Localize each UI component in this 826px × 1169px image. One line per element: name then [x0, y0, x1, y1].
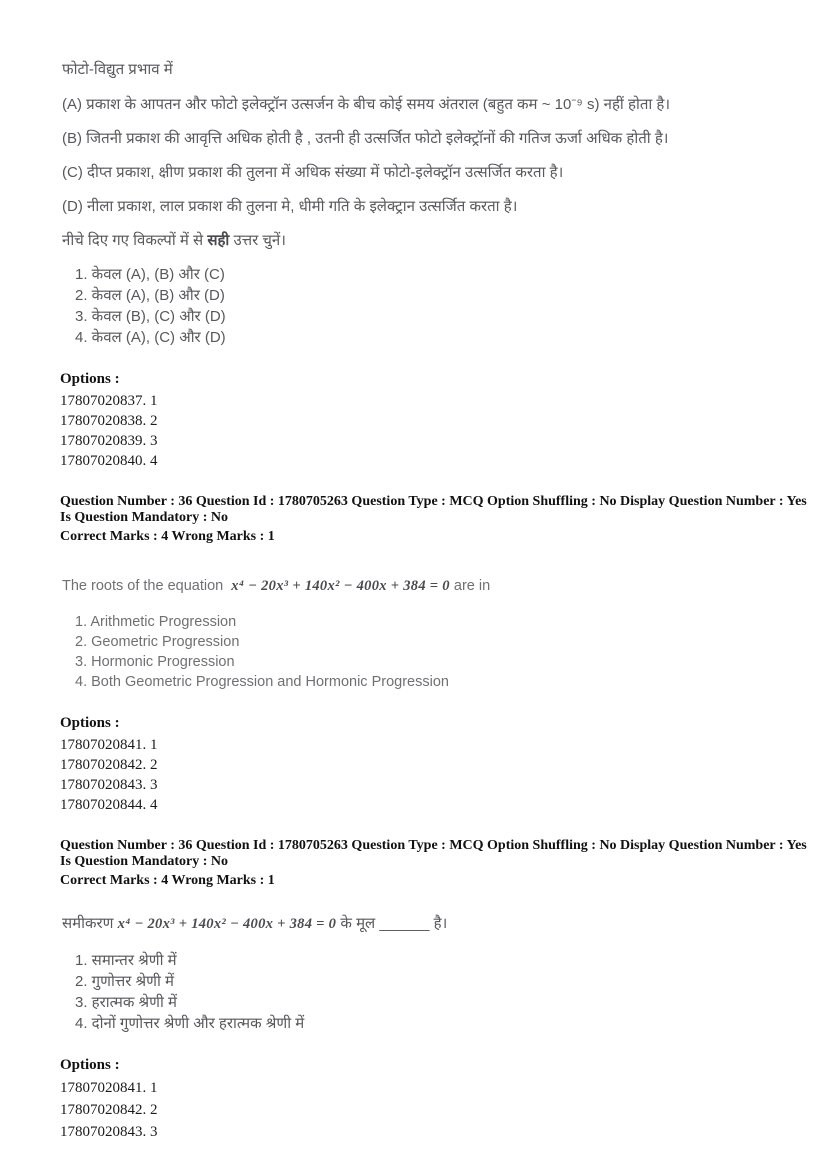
choice-1: 1. केवल (A), (B) और (C) — [75, 266, 225, 283]
choice-2: 2. गुणोत्तर श्रेणी में — [75, 973, 175, 990]
choice-4: 4. दोनों गुणोत्तर श्रेणी और हरात्मक श्रेणी में — [75, 1015, 305, 1032]
question-hindi-roots — [62, 913, 776, 1034]
choice-3: 3. हरात्मक श्रेणी में — [75, 994, 178, 1011]
question-meta-block-1 — [60, 494, 807, 545]
instruction-prefix: नीचे दिए गए विकल्पों में से — [62, 232, 208, 249]
option-id-row: 17807020841. 1 — [60, 737, 158, 753]
choice-list — [75, 950, 776, 1034]
option-id-row: 17807020842. 2 — [60, 1102, 158, 1118]
choice-list — [75, 612, 776, 692]
option-id-row: 17807020840. 4 — [60, 453, 158, 469]
instruction-line — [62, 231, 776, 251]
choice-1: 1. Arithmetic Progression — [75, 614, 237, 630]
meta-marks-line: Correct Marks : 4 Wrong Marks : 1 — [60, 873, 275, 888]
spacer — [60, 545, 776, 575]
options-id-block-2 — [60, 714, 776, 815]
choice-2: 2. केवल (A), (B) और (D) — [75, 287, 225, 304]
options-label: Options : — [60, 715, 120, 731]
statement-d: (D) नीला प्रकाश, लाल प्रकाश की तुलना मे, धीमी गति के इलेक्ट्रान उत्सर्जित करता है। — [62, 198, 518, 215]
options-label: Options : — [60, 1057, 120, 1073]
option-id-row: 17807020839. 3 — [60, 433, 158, 449]
option-id-row: 17807020841. 1 — [60, 1080, 158, 1096]
choice-2: 2. Geometric Progression — [75, 634, 240, 650]
question-meta-block-2 — [60, 838, 807, 889]
meta-line-1: Question Number : 36 Question Id : 1780705263 Question Type : MCQ Option Shuffling : No Display Question Number : Yes — [60, 494, 807, 509]
instruction-bold-word: सही — [207, 232, 230, 249]
statement-b: (B) जितनी प्रकाश की आवृत्ति अधिक होती है , उतनी ही उत्सर्जित फोटो इलेक्ट्रॉनों की गतिज ऊर्जा अधिक होती है। — [62, 130, 669, 147]
instruction-suffix: उत्तर चुनें। — [229, 232, 286, 249]
option-id-row: 17807020838. 2 — [60, 413, 158, 429]
choice-4: 4. Both Geometric Progression and Hormonic Progression — [75, 674, 449, 690]
equation: x⁴ − 20x³ + 140x² − 400x + 384 = 0 — [231, 578, 450, 594]
option-id-row: 17807020843. 3 — [60, 1124, 158, 1140]
meta-line-2: Is Question Mandatory : No — [60, 510, 229, 525]
meta-marks-line: Correct Marks : 4 Wrong Marks : 1 — [60, 529, 275, 544]
equation: x⁴ − 20x³ + 140x² − 400x + 384 = 0 — [117, 916, 337, 932]
option-id-row: 17807020842. 2 — [60, 757, 158, 773]
question-hindi-photoelectric — [62, 60, 776, 348]
question-english-roots — [62, 575, 776, 692]
question-stem — [62, 575, 776, 597]
options-label: Options : — [60, 371, 120, 387]
spacer — [60, 889, 776, 913]
options-id-block-3 — [60, 1056, 776, 1143]
option-id-row: 17807020843. 3 — [60, 777, 158, 793]
choice-list — [75, 264, 776, 348]
statement-a: (A) प्रकाश के आपतन और फोटो इलेक्ट्रॉन उत्सर्जन के बीच कोई समय अंतराल (बहुत कम ~ 10⁻⁹ s) नहीं होता है। — [62, 96, 671, 113]
meta-line-1: Question Number : 36 Question Id : 1780705263 Question Type : MCQ Option Shuffling : No Display Question Number : Yes — [60, 838, 807, 853]
choice-3: 3. Hormonic Progression — [75, 654, 235, 670]
question-title: फोटो-विद्युत प्रभाव में — [62, 61, 173, 78]
choice-4: 4. केवल (A), (C) और (D) — [75, 329, 226, 346]
stem-prefix: The roots of the equation — [62, 578, 224, 594]
options-id-block-1 — [60, 370, 776, 471]
choice-1: 1. समान्तर श्रेणी में — [75, 952, 177, 969]
choice-3: 3. केवल (B), (C) और (D) — [75, 308, 226, 325]
option-id-row: 17807020837. 1 — [60, 393, 158, 409]
stem-prefix: समीकरण — [62, 915, 114, 932]
question-stem — [62, 913, 776, 935]
option-id-row: 17807020844. 4 — [60, 797, 158, 813]
statement-c: (C) दीप्त प्रकाश, क्षीण प्रकाश की तुलना में अधिक संख्या में फोटो-इलेक्ट्रॉन उत्सर्जित करता है। — [62, 164, 564, 181]
stem-suffix: के मूल ______ है। — [340, 915, 448, 932]
stem-suffix: are in — [453, 578, 491, 594]
meta-line-2: Is Question Mandatory : No — [60, 854, 229, 869]
